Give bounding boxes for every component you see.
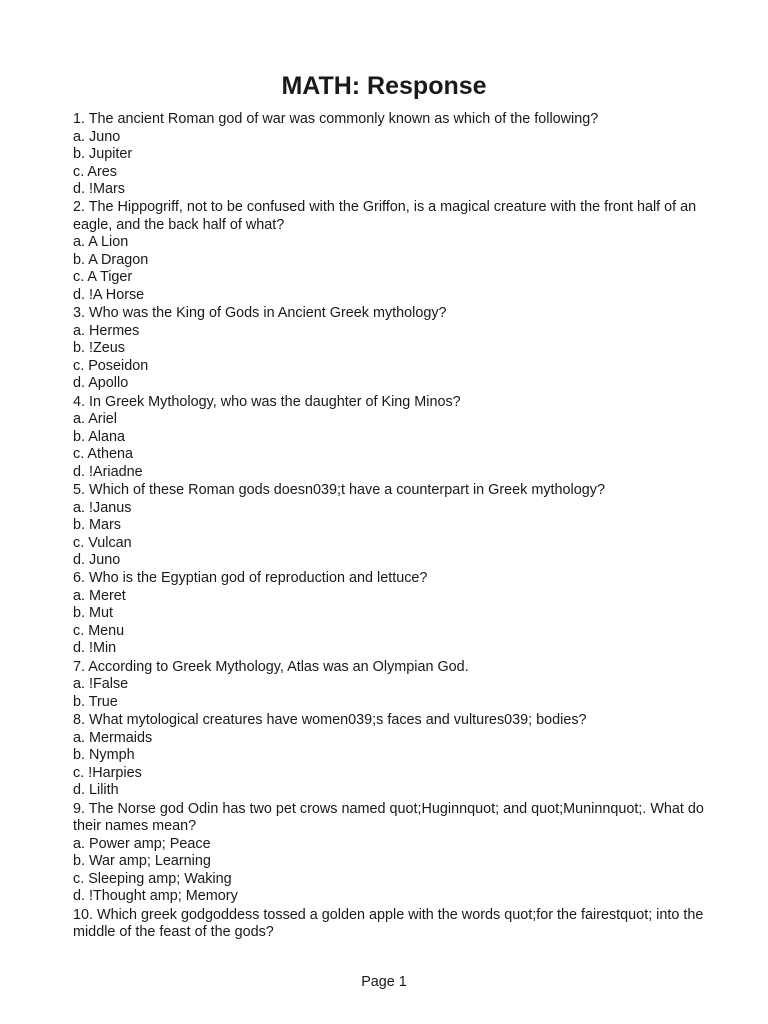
question-block [73, 305, 713, 393]
question-text: 4. In Greek Mythology, who was the daughter of King Minos? [73, 393, 461, 410]
answer-list [73, 500, 713, 570]
answer-option: c. Sleeping amp; Waking [73, 870, 232, 887]
answer-option: b. War amp; Learning [73, 853, 211, 870]
answer-option: b. Alana [73, 428, 126, 445]
answer-option: b. Jupiter [73, 146, 133, 162]
question-block [73, 394, 713, 482]
answer-option: a. !Janus [73, 499, 132, 516]
question-block [73, 801, 713, 906]
answer-list [73, 588, 713, 658]
question-text: 10. Which greek godgoddess tossed a golden apple with the words quot;for the fairestquot; into the middle of the feast of the gods? [73, 906, 704, 941]
answer-list [73, 129, 713, 199]
answer-option: b. Nymph [73, 747, 135, 764]
answer-option: a. A Lion [73, 234, 129, 251]
question-block [73, 712, 713, 800]
question-list [73, 111, 713, 942]
answer-option: d. Apollo [73, 375, 129, 392]
answer-option: a. Ariel [73, 411, 117, 428]
answer-list [73, 676, 713, 711]
answer-list [73, 323, 713, 393]
answer-option: b. True [73, 693, 118, 710]
answer-option: d. Lilith [73, 782, 119, 799]
answer-option: d. !A Horse [73, 286, 145, 303]
question-text: 6. Who is the Egyptian god of reproduction and lettuce? [73, 570, 428, 587]
question-text: 2. The Hippogriff, not to be confused with the Griffon, is a magical creature with the front half of an eagle, and the back half of what? [73, 199, 697, 233]
page-number: Page 1 [361, 974, 407, 990]
question-block [73, 907, 713, 942]
answer-option: a. Meret [73, 587, 126, 604]
answer-option: c. Athena [73, 446, 134, 463]
question-block [73, 199, 713, 304]
answer-option: b. Mars [73, 517, 121, 534]
question-block [73, 111, 713, 199]
answer-option: c. A Tiger [73, 269, 133, 286]
answer-option: c. Poseidon [73, 357, 149, 374]
answer-option: a. !False [73, 676, 129, 693]
question-text: 8. What mytological creatures have women039;s faces and vultures039; bodies? [73, 712, 587, 729]
answer-option: a. Mermaids [73, 729, 153, 746]
answer-option: d. !Mars [73, 181, 125, 197]
answer-option: c. Menu [73, 622, 125, 639]
answer-option: c. !Harpies [73, 764, 142, 781]
question-text: 5. Which of these Roman gods doesn039;t have a counterpart in Greek mythology? [73, 482, 605, 499]
question-block [73, 659, 713, 712]
answer-option: b. !Zeus [73, 340, 125, 357]
question-text: 1. The ancient Roman god of war was commonly known as which of the following? [73, 111, 599, 127]
answer-option: d. !Min [73, 640, 117, 657]
answer-list [73, 234, 713, 304]
answer-option: d. Juno [73, 552, 121, 569]
question-text: 7. According to Greek Mythology, Atlas was an Olympian God. [73, 658, 469, 675]
answer-option: a. Power amp; Peace [73, 835, 211, 852]
answer-option: d. !Ariadne [73, 463, 143, 480]
answer-list [73, 730, 713, 800]
page-title: MATH: Response [281, 72, 487, 100]
answer-option: a. Juno [73, 128, 121, 145]
answer-option: d. !Thought amp; Memory [73, 888, 238, 905]
question-block [73, 482, 713, 570]
answer-list [73, 411, 713, 481]
question-text: 3. Who was the King of Gods in Ancient Greek mythology? [73, 305, 447, 322]
question-block [73, 570, 713, 658]
answer-option: b. A Dragon [73, 251, 149, 268]
answer-option: a. Hermes [73, 322, 140, 339]
answer-option: c. Vulcan [73, 534, 132, 551]
answer-option: c. Ares [73, 163, 117, 180]
answer-option: b. Mut [73, 605, 113, 622]
answer-list [73, 836, 713, 906]
question-text: 9. The Norse god Odin has two pet crows named quot;Huginnquot; and quot;Muninnquot;. What do their names mean? [73, 800, 704, 835]
